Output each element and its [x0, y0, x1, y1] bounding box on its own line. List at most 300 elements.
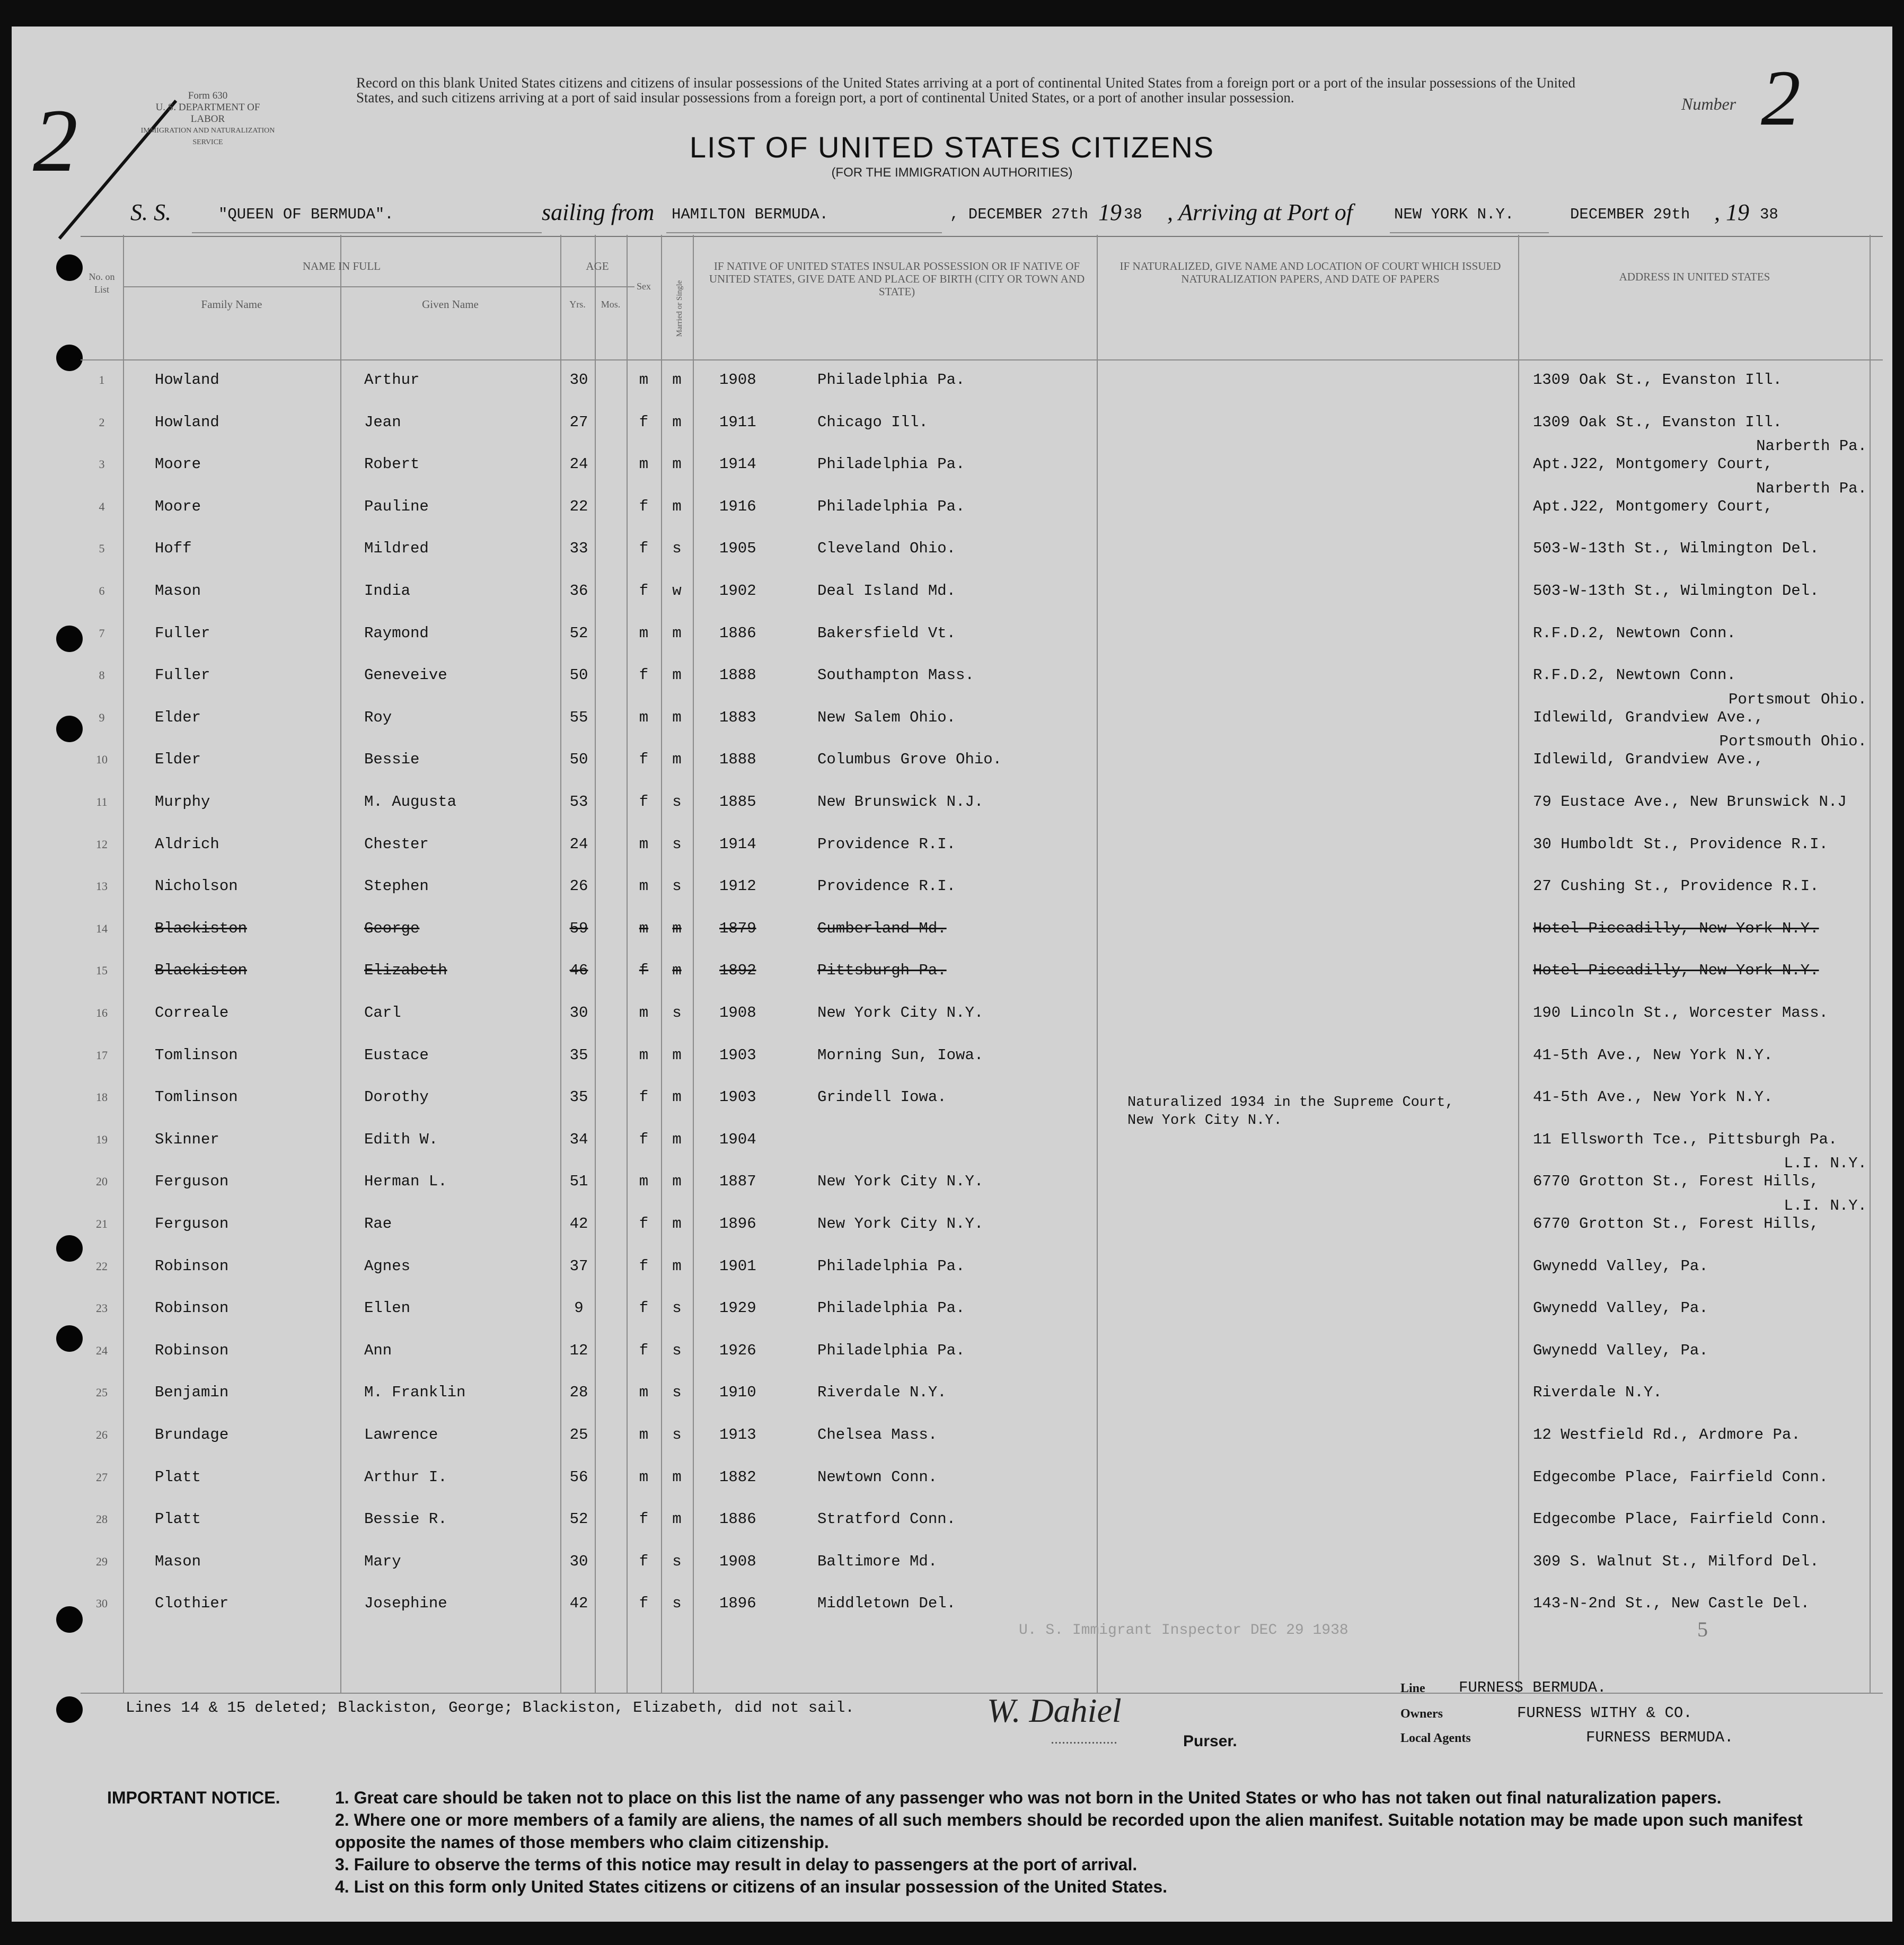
family-name: Elder	[155, 709, 201, 726]
birth-place: Riverdale N.Y.	[817, 1384, 947, 1401]
punch-hole	[56, 1235, 83, 1262]
birth-year: 1882	[719, 1468, 756, 1486]
sex: m	[639, 455, 649, 473]
marital-status: m	[672, 624, 682, 642]
row-number: 13	[96, 879, 108, 893]
given-name: Pauline	[364, 498, 429, 515]
birth-place: Philadelphia Pa.	[817, 1342, 965, 1359]
address: 190 Lincoln St., Worcester Mass.	[1533, 1004, 1828, 1022]
sex: m	[639, 877, 649, 895]
marital-status: s	[672, 793, 682, 811]
address: Gwynedd Valley, Pa.	[1533, 1299, 1708, 1317]
age-years: 24	[569, 835, 588, 853]
header-mos: Mos.	[601, 299, 621, 310]
row-number: 17	[96, 1049, 108, 1062]
punch-hole	[56, 1606, 83, 1633]
service-name: IMMIGRATION AND NATURALIZATION SERVICE	[140, 127, 275, 146]
marital-status: m	[672, 962, 682, 979]
signature-dots: ..................	[1051, 1731, 1117, 1747]
sex: f	[639, 1299, 649, 1317]
row-number: 21	[96, 1217, 108, 1230]
birth-year: 1914	[719, 835, 756, 853]
header-naturalized: IF NATURALIZED, GIVE NAME AND LOCATION OF COURT WHICH ISSUED NATURALIZATION PAPERS, AND DATE OF PAPERS	[1120, 260, 1501, 285]
age-years: 33	[569, 540, 588, 557]
birth-place: Philadelphia Pa.	[817, 498, 965, 515]
sailing-underline	[666, 232, 942, 233]
family-name: Ferguson	[155, 1215, 229, 1233]
age-years: 35	[569, 1088, 588, 1106]
address: 11 Ellsworth Tce., Pittsburgh Pa.	[1533, 1131, 1838, 1148]
age-years: 36	[569, 582, 588, 600]
family-name: Blackiston	[155, 962, 248, 979]
list-number: 2	[1761, 54, 1801, 142]
inspector-stamp: U. S. Immigrant Inspector DEC 29 1938	[1019, 1622, 1348, 1639]
sex: f	[639, 1553, 649, 1570]
birth-place: Grindell Iowa.	[817, 1088, 947, 1106]
page-subtitle: (FOR THE IMMIGRATION AUTHORITIES)	[831, 165, 1073, 180]
owners-value: FURNESS WITHY & CO.	[1517, 1704, 1693, 1722]
address-line-2: Portsmouth Ohio.	[1719, 733, 1867, 750]
given-name: Ellen	[364, 1299, 411, 1317]
sex: m	[639, 1384, 649, 1401]
important-notice	[107, 1786, 1856, 1898]
age-years: 42	[569, 1215, 588, 1233]
birth-place: Providence R.I.	[817, 835, 956, 853]
marital-status: m	[672, 709, 682, 726]
arriving-label: , Arriving at Port of	[1167, 199, 1353, 225]
header-married-single: Married or Single	[675, 280, 684, 337]
row-number: 14	[96, 922, 108, 935]
sex: f	[639, 1088, 649, 1106]
marital-status: m	[672, 666, 682, 684]
line-label: Line	[1400, 1682, 1425, 1695]
notice-label: IMPORTANT NOTICE.	[107, 1788, 280, 1807]
age-years: 25	[569, 1426, 588, 1444]
address: 30 Humboldt St., Providence R.I.	[1533, 835, 1828, 853]
marital-status: s	[672, 1299, 682, 1317]
birth-year: 1885	[719, 793, 756, 811]
col-divider	[340, 235, 341, 1693]
sex: f	[639, 498, 649, 515]
birth-place: Middletown Del.	[817, 1595, 956, 1612]
birth-year: 1914	[719, 455, 756, 473]
row-number: 24	[96, 1344, 108, 1357]
col-divider	[560, 235, 561, 1693]
given-name: Eustace	[364, 1046, 429, 1064]
sex: f	[639, 1257, 649, 1275]
address: 41-5th Ave., New York N.Y.	[1533, 1046, 1773, 1064]
family-name: Tomlinson	[155, 1046, 238, 1064]
marital-status: m	[672, 455, 682, 473]
birth-place: New York City N.Y.	[817, 1004, 984, 1022]
family-name: Blackiston	[155, 920, 248, 937]
birth-year: 1888	[719, 751, 756, 768]
sailing-from: HAMILTON BERMUDA.	[672, 206, 828, 223]
birth-place: New York City N.Y.	[817, 1215, 984, 1233]
ship-name: "QUEEN OF BERMUDA".	[218, 206, 394, 223]
family-name: Moore	[155, 498, 201, 515]
birth-year: 1887	[719, 1173, 756, 1190]
family-name: Benjamin	[155, 1384, 229, 1401]
ss-label: S. S.	[130, 199, 171, 225]
age-years: 52	[569, 1510, 588, 1528]
address: Edgecombe Place, Fairfield Conn.	[1533, 1468, 1828, 1486]
family-name: Fuller	[155, 666, 210, 684]
address: 79 Eustace Ave., New Brunswick N.J	[1533, 793, 1847, 811]
birth-year: 1888	[719, 666, 756, 684]
birth-place: New Brunswick N.J.	[817, 793, 984, 811]
age-years: 51	[569, 1173, 588, 1190]
col-divider	[1518, 235, 1519, 1693]
family-name: Moore	[155, 455, 201, 473]
birth-place: Philadelphia Pa.	[817, 1257, 965, 1275]
row-number: 28	[96, 1512, 108, 1526]
birth-year: 1903	[719, 1046, 756, 1064]
age-years: 59	[569, 920, 588, 937]
agents-label: Local Agents	[1400, 1731, 1471, 1745]
birth-place: Pittsburgh Pa.	[817, 962, 947, 979]
sail-year: 38	[1124, 206, 1142, 223]
family-name: Ferguson	[155, 1173, 229, 1190]
age-years: 56	[569, 1468, 588, 1486]
purser-label: Purser.	[1183, 1732, 1237, 1750]
birth-year: 1886	[719, 624, 756, 642]
marital-status: w	[672, 582, 682, 600]
age-years: 27	[569, 413, 588, 431]
address: Idlewild, Grandview Ave.,	[1533, 709, 1764, 726]
notice-item-4: 4. List on this form only United States citizens or citizens of an insular possession of the United States.	[335, 1877, 1168, 1896]
punch-hole	[56, 345, 83, 371]
deletion-note: Lines 14 & 15 deleted; Blackiston, George; Blackiston, Elizabeth, did not sail.	[126, 1699, 854, 1717]
birth-year: 1896	[719, 1595, 756, 1612]
sex: m	[639, 1468, 649, 1486]
birth-place: Stratford Conn.	[817, 1510, 956, 1528]
birth-year: 1901	[719, 1257, 756, 1275]
family-name: Nicholson	[155, 877, 238, 895]
sex: m	[639, 835, 649, 853]
marital-status: m	[672, 371, 682, 389]
punch-hole	[56, 716, 83, 742]
age-years: 53	[569, 793, 588, 811]
arrival-year: 38	[1760, 206, 1778, 223]
age-years: 12	[569, 1342, 588, 1359]
given-name: Stephen	[364, 877, 429, 895]
given-name: George	[364, 920, 420, 937]
birth-year: 1913	[719, 1426, 756, 1444]
given-name: Geneveive	[364, 666, 447, 684]
row-number: 9	[99, 711, 105, 724]
address: R.F.D.2, Newtown Conn.	[1533, 666, 1736, 684]
birth-place: Columbus Grove Ohio.	[817, 751, 1002, 768]
row-number: 23	[96, 1301, 108, 1315]
given-name: Rae	[364, 1215, 392, 1233]
family-name: Elder	[155, 751, 201, 768]
birth-place: Southampton Mass.	[817, 666, 974, 684]
address: Apt.J22, Montgomery Court,	[1533, 455, 1773, 473]
birth-year: 1912	[719, 877, 756, 895]
given-name: Roy	[364, 709, 392, 726]
birth-year: 1902	[719, 582, 756, 600]
birth-year: 1879	[719, 920, 756, 937]
row-number: 4	[99, 500, 105, 513]
punch-hole	[56, 1325, 83, 1352]
row-number: 7	[99, 627, 105, 640]
family-name: Platt	[155, 1468, 201, 1486]
naturalization-note: Naturalized 1934 in the Supreme Court, New York City N.Y.	[1127, 1095, 1454, 1129]
sex: f	[639, 1131, 649, 1148]
sailing-label: sailing from	[542, 199, 655, 225]
punch-hole	[56, 626, 83, 652]
marital-status: m	[672, 1215, 682, 1233]
family-name: Correale	[155, 1004, 229, 1022]
sex: f	[639, 793, 649, 811]
age-years: 26	[569, 877, 588, 895]
birth-year: 1886	[719, 1510, 756, 1528]
age-years: 50	[569, 666, 588, 684]
row-number: 15	[96, 964, 108, 977]
marital-status: m	[672, 1510, 682, 1528]
row-number: 5	[99, 542, 105, 555]
name-subheader-rule	[123, 286, 568, 287]
given-name: Robert	[364, 455, 420, 473]
family-name: Robinson	[155, 1299, 229, 1317]
given-name: Ann	[364, 1342, 392, 1359]
sail-year-printed: 19	[1098, 199, 1122, 225]
row-number: 3	[99, 457, 105, 471]
birth-place: Morning Sun, Iowa.	[817, 1046, 984, 1064]
header-name: NAME IN FULL	[303, 260, 381, 272]
address: 503-W-13th St., Wilmington Del.	[1533, 582, 1819, 600]
birth-year: 1903	[719, 1088, 756, 1106]
header-address: ADDRESS IN UNITED STATES	[1619, 270, 1770, 283]
notice-item-1: 1. Great care should be taken not to place on this list the name of any passenger who was not born in the United States or who has not taken out final naturalization papers.	[335, 1788, 1722, 1807]
family-name: Mason	[155, 1553, 201, 1570]
number-label: Number	[1681, 94, 1736, 113]
marital-status: m	[672, 1173, 682, 1190]
age-years: 30	[569, 371, 588, 389]
birth-year: 1911	[719, 413, 756, 431]
port-underline	[1390, 232, 1549, 233]
address: Gwynedd Valley, Pa.	[1533, 1342, 1708, 1359]
marital-status: m	[672, 1468, 682, 1486]
birth-year: 1910	[719, 1384, 756, 1401]
marital-status: s	[672, 1553, 682, 1570]
address-line-2: Narberth Pa.	[1756, 480, 1867, 497]
given-name: Mildred	[364, 540, 429, 557]
row-number: 27	[96, 1471, 108, 1484]
row-number: 11	[96, 795, 108, 808]
row-number: 8	[99, 668, 105, 682]
family-name: Aldrich	[155, 835, 219, 853]
sex: f	[639, 666, 649, 684]
header-sex: Sex	[637, 281, 651, 292]
given-name: M. Augusta	[364, 793, 457, 811]
family-name: Brundage	[155, 1426, 229, 1444]
given-name: Arthur	[364, 371, 420, 389]
family-name: Fuller	[155, 624, 210, 642]
address: 41-5th Ave., New York N.Y.	[1533, 1088, 1773, 1106]
marital-status: s	[672, 1426, 682, 1444]
family-name: Robinson	[155, 1257, 229, 1275]
given-name: Elizabeth	[364, 962, 447, 979]
birth-year: 1929	[719, 1299, 756, 1317]
address: 1309 Oak St., Evanston Ill.	[1533, 413, 1782, 431]
purser-signature: W. Dahiel	[987, 1692, 1122, 1729]
given-name: Agnes	[364, 1257, 411, 1275]
sex: m	[639, 1046, 649, 1064]
address-line-2: Portsmout Ohio.	[1728, 691, 1867, 708]
address: 6770 Grotton St., Forest Hills,	[1533, 1173, 1819, 1190]
family-name: Mason	[155, 582, 201, 600]
arrival-port: NEW YORK N.Y.	[1394, 206, 1514, 223]
birth-place: Providence R.I.	[817, 877, 956, 895]
handwritten-corner-mark: 2	[33, 91, 78, 190]
row-number: 6	[99, 584, 105, 597]
birth-place: Baltimore Md.	[817, 1553, 938, 1570]
given-name: Dorothy	[364, 1088, 429, 1106]
marital-status: m	[672, 498, 682, 515]
table-bottom-rule	[81, 1693, 1883, 1694]
address-line-2: Narberth Pa.	[1756, 437, 1867, 455]
sex: m	[639, 1173, 649, 1190]
birth-place: New York City N.Y.	[817, 1173, 984, 1190]
col-divider	[123, 235, 124, 1693]
age-subheader-rule	[560, 286, 634, 287]
age-years: 34	[569, 1131, 588, 1148]
sex: f	[639, 582, 649, 600]
address: Edgecombe Place, Fairfield Conn.	[1533, 1510, 1828, 1528]
marital-status: m	[672, 1046, 682, 1064]
birth-place: Philadelphia Pa.	[817, 371, 965, 389]
given-name: Bessie R.	[364, 1510, 447, 1528]
marital-status: s	[672, 1004, 682, 1022]
col-divider	[1097, 235, 1098, 1693]
birth-year: 1905	[719, 540, 756, 557]
header-family: Family Name	[201, 298, 262, 311]
age-years: 30	[569, 1553, 588, 1570]
arrival-date: DECEMBER 29th	[1570, 206, 1690, 223]
marital-status: m	[672, 413, 682, 431]
birth-place: New Salem Ohio.	[817, 709, 956, 726]
birth-place: Chicago Ill.	[817, 413, 928, 431]
marital-status: s	[672, 877, 682, 895]
family-name: Clothier	[155, 1595, 229, 1612]
row-number: 29	[96, 1555, 108, 1568]
birth-year: 1916	[719, 498, 756, 515]
address: Riverdale N.Y.	[1533, 1384, 1662, 1401]
marital-status: m	[672, 920, 682, 937]
birth-place: Philadelphia Pa.	[817, 1299, 965, 1317]
sex: f	[639, 962, 649, 979]
address-line-2: L.I. N.Y.	[1784, 1155, 1867, 1172]
form-number: Form 630	[188, 90, 228, 101]
birth-year: 1908	[719, 1553, 756, 1570]
family-name: Robinson	[155, 1342, 229, 1359]
sex: f	[639, 413, 649, 431]
row-number: 12	[96, 838, 108, 851]
sex: f	[639, 1510, 649, 1528]
birth-place: Philadelphia Pa.	[817, 455, 965, 473]
notice-item-2: 2. Where one or more members of a family are aliens, the names of all such members should be recorded upon the alien manifest. Suitable notation may be made upon such manifest opposite the names of those members who claim citizenship.	[335, 1810, 1803, 1852]
intro-text: Record on this blank United States citizens and citizens of insular possessions of the United States arriving at a port of continental United States from a foreign port or a port of the insular possessions of the United States, and such citizens arriving at a port of said insular possessions from a foreign port, a port of continental United States, or a port of another insular possession.	[356, 75, 1575, 105]
marital-status: m	[672, 1257, 682, 1275]
address: Idlewild, Grandview Ave.,	[1533, 751, 1764, 768]
given-name: Raymond	[364, 624, 429, 642]
marital-status: s	[672, 1384, 682, 1401]
address: 309 S. Walnut St., Milford Del.	[1533, 1553, 1819, 1570]
given-name: Herman L.	[364, 1173, 447, 1190]
given-name: Lawrence	[364, 1426, 438, 1444]
sex: f	[639, 1215, 649, 1233]
address: Apt.J22, Montgomery Court,	[1533, 498, 1773, 515]
address-line-2: L.I. N.Y.	[1784, 1197, 1867, 1214]
row-number: 1	[99, 373, 105, 386]
address: R.F.D.2, Newtown Conn.	[1533, 624, 1736, 642]
sex: m	[639, 1426, 649, 1444]
col-divider	[693, 235, 694, 1693]
sex: m	[639, 1004, 649, 1022]
punch-hole	[56, 1696, 83, 1723]
marital-status: m	[672, 1131, 682, 1148]
given-name: M. Franklin	[364, 1384, 466, 1401]
given-name: Mary	[364, 1553, 401, 1570]
sex: m	[639, 709, 649, 726]
address: Hotel Piccadilly, New York N.Y.	[1533, 962, 1819, 979]
age-years: 42	[569, 1595, 588, 1612]
row-number: 18	[96, 1090, 108, 1104]
sex: m	[639, 371, 649, 389]
family-name: Howland	[155, 413, 219, 431]
row-number: 20	[96, 1175, 108, 1188]
header-no: No. on List	[89, 271, 115, 295]
given-name: India	[364, 582, 411, 600]
department-name: U. S. DEPARTMENT OF LABOR	[155, 102, 260, 125]
punch-hole	[56, 254, 83, 281]
row-number: 25	[96, 1386, 108, 1399]
age-years: 52	[569, 624, 588, 642]
birth-year: 1896	[719, 1215, 756, 1233]
row-number: 22	[96, 1260, 108, 1273]
family-name: Howland	[155, 371, 219, 389]
header-age: AGE	[586, 260, 609, 272]
arrival-year-printed: , 19	[1714, 199, 1749, 225]
age-years: 28	[569, 1384, 588, 1401]
birth-year: 1892	[719, 962, 756, 979]
row-number: 10	[96, 753, 108, 766]
header-yrs: Yrs.	[569, 299, 586, 310]
agents-value: FURNESS BERMUDA.	[1586, 1729, 1734, 1746]
age-years: 50	[569, 751, 588, 768]
age-years: 35	[569, 1046, 588, 1064]
col-divider	[595, 235, 596, 1693]
table-top-rule-2	[81, 236, 1883, 237]
marital-status: s	[672, 1595, 682, 1612]
given-name: Bessie	[364, 751, 420, 768]
manifest-page	[12, 27, 1892, 1922]
family-name: Tomlinson	[155, 1088, 238, 1106]
age-years: 30	[569, 1004, 588, 1022]
birth-place: Bakersfield Vt.	[817, 624, 956, 642]
address: 6770 Grotton St., Forest Hills,	[1533, 1215, 1819, 1233]
sail-date: , DECEMBER 27th	[950, 206, 1089, 223]
page-mark: 5	[1697, 1617, 1708, 1641]
row-number: 30	[96, 1597, 108, 1610]
birth-place: Deal Island Md.	[817, 582, 956, 600]
sex: m	[639, 920, 649, 937]
age-years: 55	[569, 709, 588, 726]
sex: f	[639, 1595, 649, 1612]
address: Gwynedd Valley, Pa.	[1533, 1257, 1708, 1275]
